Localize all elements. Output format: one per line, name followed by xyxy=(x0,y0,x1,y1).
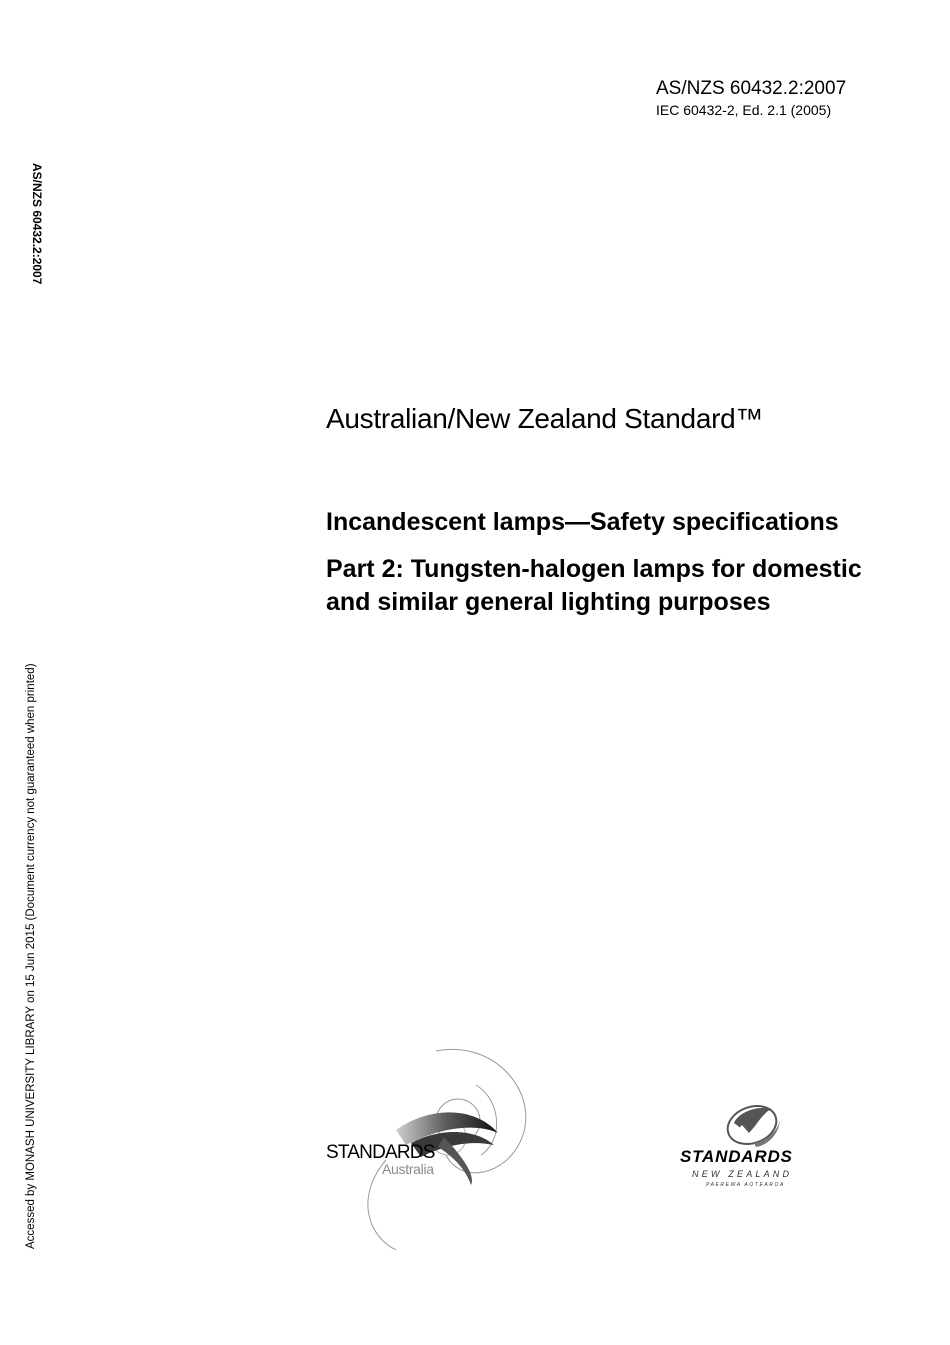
standards-nz-check-icon xyxy=(676,1103,826,1151)
standards-nz-logo xyxy=(676,1103,826,1193)
spine-standard-code: AS/NZS 60432.2:2007 xyxy=(30,163,44,285)
standards-nz-maori-subtitle: PAEREWA AOTEAROA xyxy=(706,1182,785,1188)
standards-nz-subtitle: NEW ZEALAND xyxy=(692,1169,793,1179)
part-title: Part 2: Tungsten-halogen lamps for domestic and similar general lighting purposes xyxy=(326,555,862,616)
iec-reference: IEC 60432-2, Ed. 2.1 (2005) xyxy=(656,102,832,118)
standards-nz-wordmark: STANDARDS xyxy=(680,1147,793,1166)
standards-australia-subtitle: Australia xyxy=(382,1161,434,1177)
standards-australia-wordmark: STANDARDS xyxy=(326,1142,435,1163)
access-notice: Accessed by MONASH UNIVERSITY LIBRARY on 15 Jun 2015 (Document currency not guaranteed when printed) xyxy=(25,663,37,1249)
document-title: Incandescent lamps—Safety specifications xyxy=(326,508,839,536)
standard-number: AS/NZS 60432.2:2007 xyxy=(656,78,847,99)
title-block xyxy=(326,506,886,619)
series-title: Australian/New Zealand Standard™ xyxy=(326,403,764,434)
standards-australia-logo xyxy=(326,1045,536,1250)
